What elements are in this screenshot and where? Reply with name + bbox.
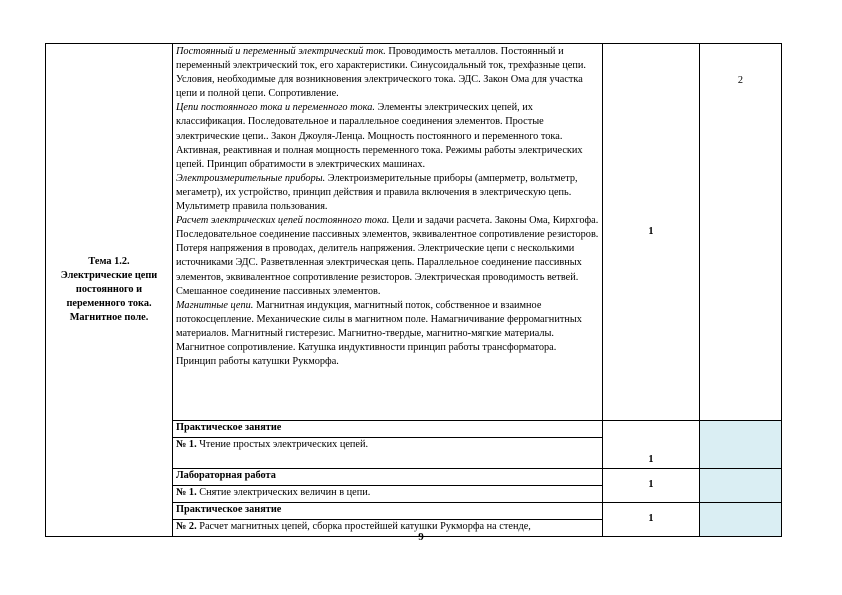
practical-2-hours: 1 [603, 503, 700, 537]
practical-1-hours: 1 [603, 421, 700, 469]
content-block [176, 45, 599, 101]
practical-2-header: Практическое занятие [173, 503, 603, 520]
lab-1-text: Снятие электрических величин в цепи. [196, 487, 371, 498]
topic-name: Электрические цепи постоянного и переменного тока. Магнитное поле. [60, 269, 158, 324]
practical-1-header: Практическое занятие [173, 421, 603, 438]
curriculum-table [45, 43, 782, 537]
content-text: Электроизмерительные приборы (амперметр, вольтметр, мегаметр), их устройство, принцип действия и правила включения в электрическую цепь. Мультиметр правила пользования. [176, 172, 578, 213]
lab-1-hours: 1 [603, 469, 700, 503]
main-level-cell: 2 [700, 44, 782, 421]
practical-1-shade [700, 421, 782, 469]
practical-1-text-cell [173, 438, 603, 469]
content-heading: Постоянный и переменный электрический ток. [176, 46, 386, 57]
lab-1-header: Лабораторная работа [173, 469, 603, 486]
practical-2-text: Расчет магнитных цепей, сборка простейшей катушки Рукморфа на стенде, [196, 521, 531, 532]
content-heading: Цепи постоянного тока и переменного тока. [176, 102, 375, 114]
content-text: Магнитная индукция, магнитный поток, собственное и взаимное потокосцепление. Механические силы в магнитном поле. Намагничивание ферромагнитных материалов. Магнитный гистерезис. Магнитно-твердые, магнитно-мягкие материалы. Магнитное сопротивление. Катушка индуктивности принцип работы трансформатора. Принцип работы катушки Рукморфа. [176, 299, 582, 368]
topic-title: Тема 1.2. [88, 255, 130, 267]
content-block [176, 101, 599, 171]
lab-1-shade [700, 469, 782, 503]
topic-cell [46, 44, 173, 537]
content-heading: Электроизмерительные приборы. [176, 172, 326, 184]
content-heading: Расчет электрических цепей постоянного тока. [176, 215, 390, 227]
main-row [46, 44, 782, 421]
content-heading: Магнитные цепи. [176, 299, 254, 311]
practical-1-text: Чтение простых электрических цепей. [196, 439, 369, 450]
content-block [176, 214, 599, 299]
content-text: Элементы электрических цепей, их классификация. Последовательное и параллельное соединения элементов. Простые электрические цепи.. Закон Джоуля-Ленца. Мощность постоянного и переменного тока. Активная, реактивная и полная мощность переменного тока. Режимы работы электрических цепей. Принцип обратимости в электрических машинах. [176, 102, 583, 170]
content-cell [173, 44, 603, 421]
content-text: Цели и задачи расчета. Законы Ома, Кирхгофа. Последовательное соединение пассивных элементов, эквивалентное сопротивление резисторов. Потеря напряжения в проводах, делитель напряжения. Электрические цепи с несколькими источниками ЭДС. Разветвленная электрическая цепь. Параллельное соединение пассивных элементов, эквивалентное сопротивление резисторов. Электрическая проводимость ветвей. Смешанное соединение пассивных элементов. [176, 215, 599, 297]
content-block [176, 299, 599, 369]
page-number: 9 [418, 531, 424, 543]
practical-2-num: № 2. [176, 521, 197, 532]
main-hours-cell: 1 [603, 44, 700, 421]
content-text: Проводимость металлов. Постоянный и переменный электрический ток, его характеристики. Синусоидальный ток, трехфазные цепи. Условия, необходимые для возникновения электрического тока. ЭДС. Закон Ома для участка цепи и полной цепи. Сопротивление. [176, 46, 586, 100]
lab-1-num: № 1. [176, 487, 197, 498]
lab-1-text-cell [173, 486, 603, 503]
content-block [176, 172, 599, 214]
practical-1-num: № 1. [176, 439, 197, 450]
